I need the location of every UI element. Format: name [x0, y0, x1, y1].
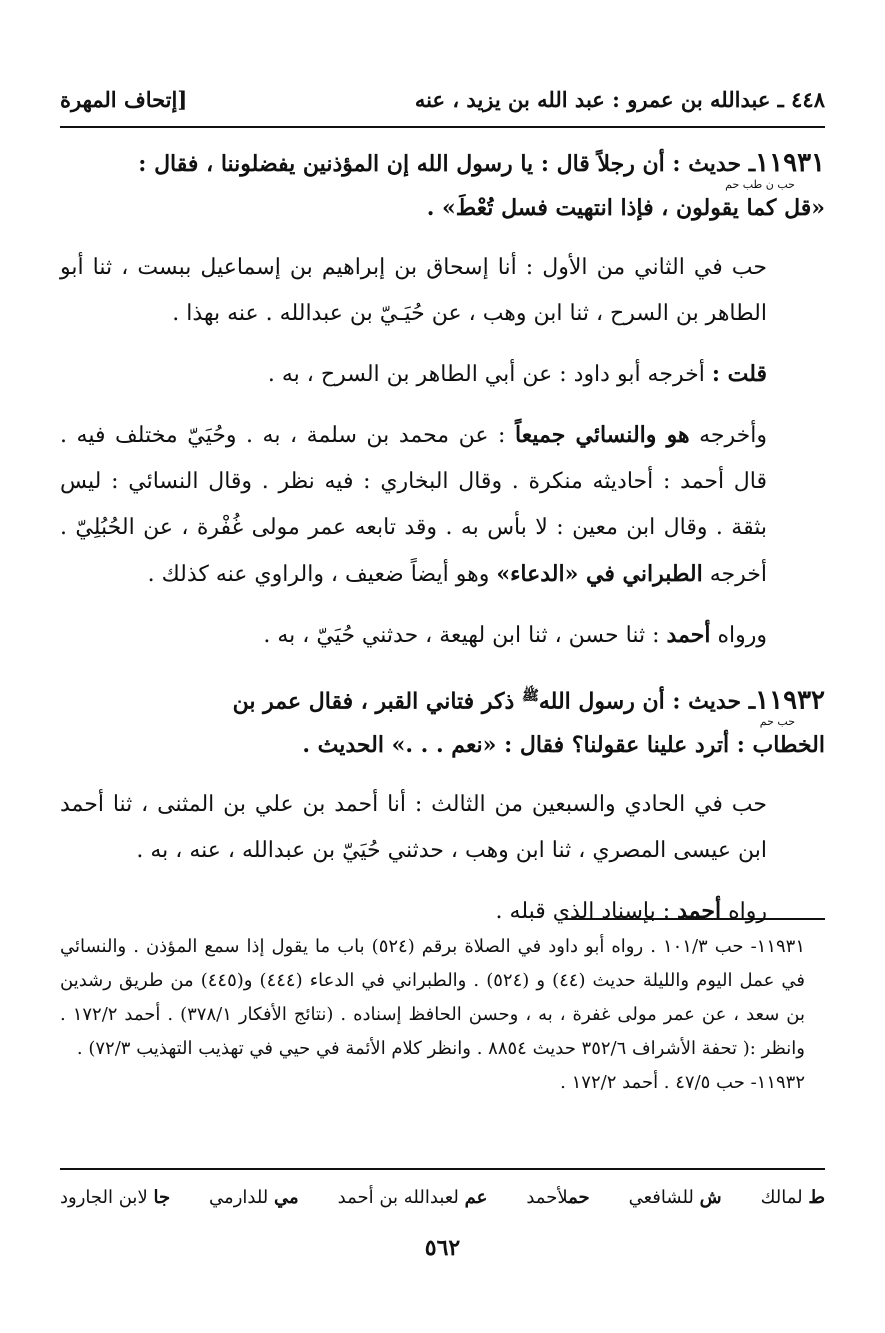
riwaya-paragraph — [60, 612, 825, 659]
commentary-text: أخرجه أبو داود : عن أبي الطاهر بن السرح ، به . — [267, 362, 705, 387]
hadith-line2: الخطاب : أترد علينا عقولنا؟ فقال : «نعم . . .» الحديث . — [302, 732, 825, 759]
takhrij-paragraph — [60, 412, 825, 598]
header-chapter-title: ٤٤٨ ـ عبدالله بن عمرو : عبد الله بن يزيد ، عنه — [414, 86, 825, 112]
hadith-11931-heading — [60, 140, 825, 231]
takhrij-tail-bold: الطبراني في «الدعاء» — [496, 561, 703, 587]
hadith-number: ١١٩٣٢ — [755, 685, 825, 716]
running-header — [60, 83, 825, 115]
riwaya-lead: رواه — [721, 899, 767, 925]
page-number: ٥٦٢ — [424, 1235, 461, 1261]
abbrev-item: عم لعبدالله بن أحمد — [337, 1187, 488, 1208]
hadith-text: ـ حديث : أن رجلاً قال : يا رسول الله إن المؤذنين يفضلوننا ، فقال : — [138, 151, 756, 177]
salawat-symbol: ﷺ — [521, 688, 539, 704]
abbreviations-rule — [60, 1168, 825, 1170]
riwaya-name: أحمد — [677, 898, 722, 925]
qultu-label: قلت : — [711, 361, 767, 387]
commentary-paragraph — [60, 351, 825, 398]
main-text — [60, 140, 825, 935]
riwaya-text: : بإسناد الذي قبله . — [495, 899, 678, 925]
hadith-11932-heading — [60, 673, 825, 768]
footnote-separator — [565, 918, 825, 920]
footnotes — [60, 930, 825, 1100]
takhrij-tail: وهو أيضاً ضعيف ، والراوي عنه كذلك . — [147, 562, 497, 587]
abbrev-item: مي للدارمي — [209, 1187, 299, 1208]
hadith-number: ١١٩٣١ — [755, 148, 825, 178]
source-symbols: حب حم — [759, 715, 795, 729]
hadith-text-cont: ذكر فتاني القبر ، فقال عمر بن — [232, 688, 522, 715]
isnad-paragraph-2 — [60, 782, 825, 874]
isnad-text: حب في الحادي والسبعين من الثالث : أنا أحمد بن علي بن المثنى ، ثنا أحمد ابن عيسى المصري ، ثنا ابن وهب ، حدثني حُيَيّ بن عبدالله ، عنه ، به . — [60, 792, 767, 864]
takhrij-text: : عن محمد بن سلمة ، به . وحُيَيّ مختلف فيه . قال أحمد : أحاديثه منكرة . وقال البخاري : فيه نظر . وقال النسائي : ليس بثقة . وقال ابن معين : لا بأس به . وقد تابعه عمر مولى غُفْرة ، عن الحُبُلِيّ . أخرجه — [60, 423, 767, 587]
takhrij-lead-bold: هو والنسائي جميعاً — [515, 422, 690, 448]
takhrij-lead: وأخرجه — [689, 423, 767, 448]
header-rule — [60, 126, 825, 128]
abbreviations-key — [60, 1183, 825, 1213]
abbrev-item: ط لمالك — [760, 1187, 825, 1208]
isnad-text: حب في الثاني من الأول : أنا إسحاق بن إبراهيم بن إسماعيل ببست ، ثنا أبو الطاهر بن السرح ، ثنا ابن وهب ، عن حُيَـيّ بن عبدالله . عنه بهذا . — [60, 255, 767, 326]
riwaya-lead: ورواه — [710, 623, 767, 648]
riwaya-name: أحمد — [666, 622, 711, 648]
header-book-title: [إتحاف المهرة — [60, 86, 188, 112]
footnote-11931: ١١٩٣١- حب ١٠١/٣ . رواه أبو داود في الصلاة برقم (٥٢٤) باب ما يقول إذا سمع المؤذن . والنسائي في عمل اليوم والليلة حديث (٤٤) و (٥٢٤) . والطبراني في الدعاء (٤٤٤) و(٤٤٥) من طريق رشدين بن سعد ، عن عمر مولى غفرة ، به ، وحسن الحافظ إسناده . (نتائج الأفكار ٣٧٨/١) . أحمد ١٧٢/٢ . وانظر :( تحفة الأشراف ٣٥٢/٦ حديث ٨٨٥٤ . وانظر كلام الأئمة في حيي في تهذيب التهذيب ٧٢/٣) . — [60, 936, 806, 1059]
source-symbols: حب ن طب حم — [725, 178, 795, 191]
hadith-text: ـ حديث : أن رسول الله — [538, 688, 756, 715]
riwaya-paragraph-2 — [60, 888, 825, 935]
abbrev-item: ش للشافعي — [628, 1187, 722, 1208]
abbrev-item: جا لابن الجارود — [60, 1187, 171, 1208]
abbrev-item: حملأحمد — [526, 1187, 590, 1208]
hadith-quote: «قل كما يقولون ، فإذا انتهيت فسل تُعْطَ» . — [426, 195, 825, 221]
book-page — [60, 0, 825, 1333]
isnad-paragraph — [60, 245, 825, 337]
footnote-11932: ١١٩٣٢- حب ٤٧/٥ . أحمد ١٧٢/٢ . — [560, 1072, 805, 1093]
riwaya-text: : ثنا حسن ، ثنا ابن لهيعة ، حدثني حُيَيّ ، به . — [263, 623, 667, 648]
